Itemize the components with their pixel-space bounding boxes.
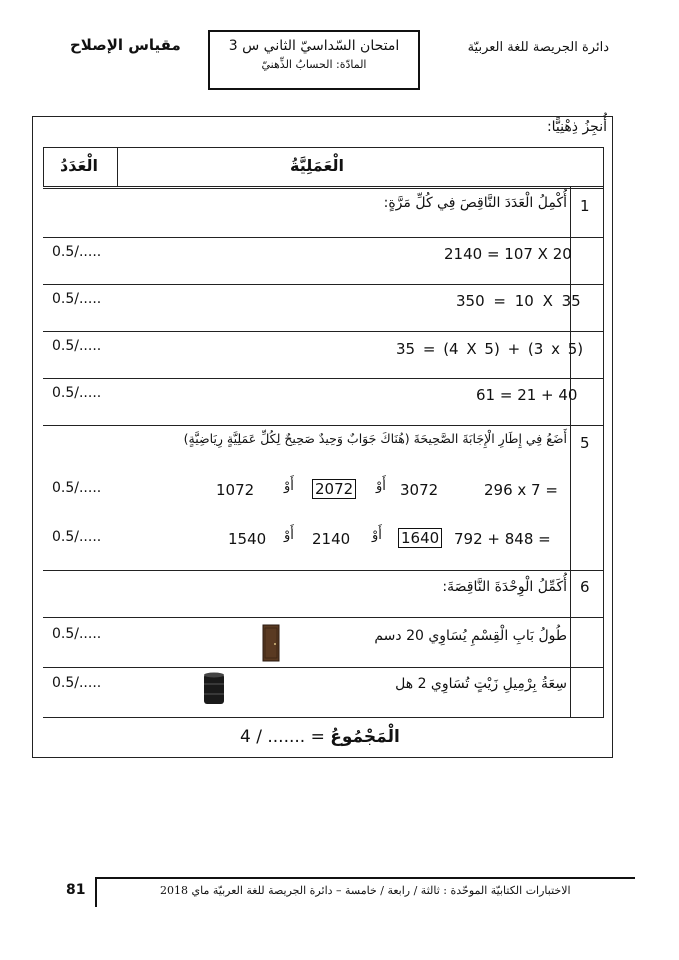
equation-lhs: 296 x 7 = (484, 481, 558, 499)
row-line (43, 717, 604, 718)
score-field: 0.5/..... (52, 626, 102, 642)
row-line (43, 425, 604, 426)
equation: 35 = (4 X 5) + (3 x 5) (396, 340, 584, 358)
measure-sentence: طُولُ بَابِ الْقِسْمِ يُسَاوِي 20 دسم (374, 628, 567, 644)
header-col-divider (117, 147, 118, 187)
row-line (43, 284, 604, 285)
total-value: = ....... / 4 (240, 727, 325, 747)
row-line (43, 617, 604, 618)
question-number: 1 (580, 197, 590, 215)
total-label: الْمَجْمُوعُ (330, 727, 400, 747)
choice-row (216, 481, 564, 503)
header-separator (43, 186, 604, 189)
instruction: أُنجِزُ ذِهْنِيًّا: (546, 119, 607, 135)
score-field: 0.5/..... (52, 244, 102, 260)
subject-title: المادّة: الحسابُ الذِّهنيّ (261, 58, 367, 71)
equation: 2140 = 107 X 20 (444, 245, 572, 263)
num-col-divider (570, 186, 571, 717)
school-name: دائرة الجريصة للغة العربيّة (467, 40, 609, 55)
door-icon (262, 624, 280, 662)
or-word: أَوْ (376, 479, 386, 494)
question-prompt: أُكَمِّلُ الْوِحْدَةَ النَّاقِصَةَ: (442, 579, 567, 595)
table-top-border (43, 147, 604, 148)
row-line (43, 378, 604, 379)
exam-title: امتحان السّداسيّ الثاني س 3 (228, 38, 400, 54)
col-header-operation: الْعَمَلِيَّةُ (290, 156, 345, 175)
table-right-border (603, 147, 604, 717)
measure-sentence: سِعَةُ بِرْمِيلِ زَيْتٍ تُسَاوِي 2 هل (395, 676, 567, 692)
equation-lhs: 792 + 848 = (454, 530, 551, 548)
score-field: 0.5/..... (52, 291, 102, 307)
option: 3072 (400, 481, 439, 499)
score-field: 0.5/..... (52, 385, 102, 401)
option: 2140 (312, 530, 351, 548)
option: 1072 (216, 481, 255, 499)
score-field: 0.5/..... (52, 529, 102, 545)
col-header-score: الْعَدَدُ (60, 156, 98, 175)
row-line (43, 667, 604, 668)
row-line (43, 237, 604, 238)
choice-row (228, 530, 564, 552)
score-field: 0.5/..... (52, 675, 102, 691)
footer-rule-vertical (95, 877, 97, 907)
score-field: 0.5/..... (52, 338, 102, 354)
correction-scale-label: مقياس الإصلاح (70, 36, 181, 54)
footer-rule (95, 877, 635, 879)
barrel-icon (203, 672, 225, 706)
row-line (43, 331, 604, 332)
score-field: 0.5/..... (52, 480, 102, 496)
or-word: أَوْ (372, 528, 382, 543)
selected-option: 2072 (312, 479, 356, 499)
question-number: 6 (580, 578, 590, 596)
equation: 350 = 10 X 35 (456, 292, 581, 310)
footer-caption: الاختبارات الكتابيّة الموحّدة : ثالثة / رابعة / خامسة – دائرة الجريصة للغة العربيّة ماي 2018 (160, 884, 571, 897)
table-left-border (43, 147, 44, 187)
equation: 61 = 21 + 40 (476, 386, 578, 404)
question-number: 5 (580, 434, 590, 452)
or-word: أَوْ (284, 479, 294, 494)
title-box (208, 30, 420, 90)
total-line (240, 727, 400, 747)
selected-option: 1640 (398, 528, 442, 548)
question-prompt: أُكْمِلُ الْعَدَدَ النَّاقِصَ فِي كُلِّ مَرَّةٍ: (383, 195, 567, 211)
option: 1540 (228, 530, 267, 548)
question-prompt: أَضَعُ فِي إِطَارِ الْإِجَابَةَ الصَّحِيحَةَ (هُنَاكَ جَوَابٌ وَحِيدٌ صَحِيحٌ لِكُلِّ عَمَلِيَّةٍ رِيَاضِيَّةٍ) (183, 431, 567, 446)
or-word: أَوْ (284, 528, 294, 543)
row-line (43, 570, 604, 571)
page-number: 81 (66, 882, 86, 898)
